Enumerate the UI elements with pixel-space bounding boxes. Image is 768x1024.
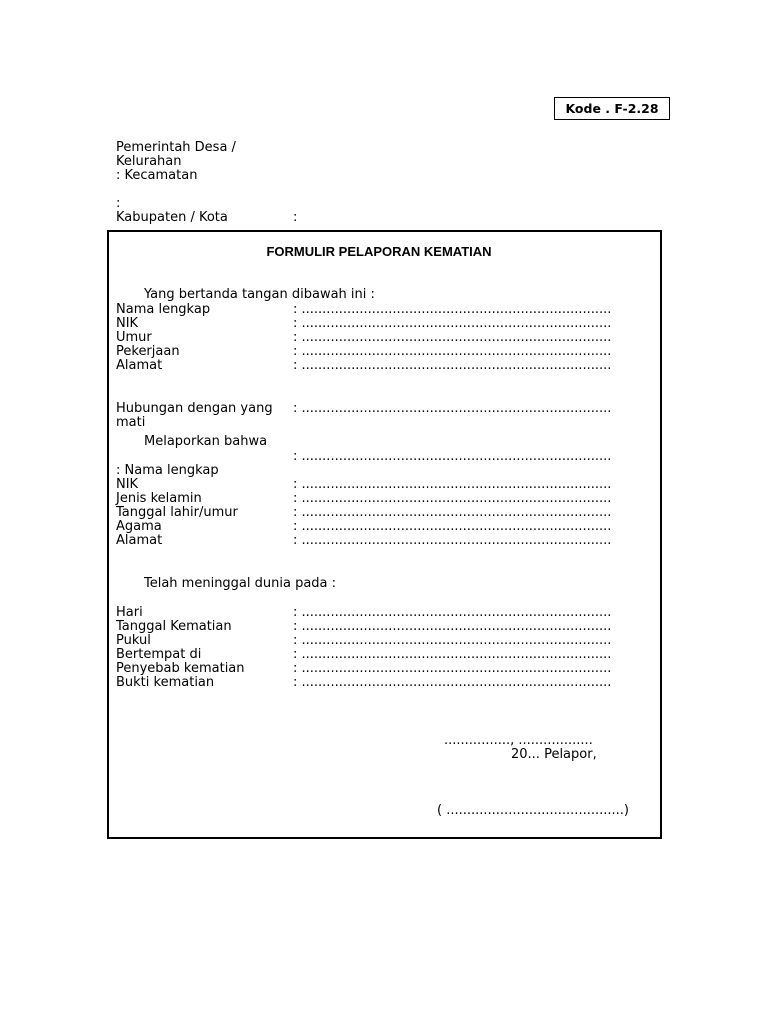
- field-label: Pekerjaan: [116, 344, 180, 359]
- report-intro: Melaporkan bahwa: [144, 434, 268, 449]
- header-desa: Pemerintah Desa /: [116, 140, 236, 155]
- field-label: Umur: [116, 330, 152, 345]
- header-kelurahan: Kelurahan: [116, 154, 182, 169]
- relation-label-cont: mati: [116, 415, 146, 430]
- field-label: Alamat: [116, 533, 163, 548]
- field-label: Nama lengkap: [116, 302, 211, 317]
- relation-input-line[interactable]: : ...........................................................................: [293, 401, 612, 416]
- header-kabupaten-colon: :: [293, 210, 298, 225]
- field-input-line[interactable]: : ...........................................................................: [293, 302, 612, 317]
- field-input-line[interactable]: : ...........................................................................: [293, 533, 612, 548]
- death-intro: Telah meninggal dunia pada :: [144, 576, 337, 591]
- field-label: Jenis kelamin: [116, 491, 202, 506]
- field-label: Tanggal lahir/umur: [116, 505, 238, 520]
- header-kecamatan: : Kecamatan: [116, 168, 198, 183]
- deceased-name-input-line[interactable]: : ...........................................................................: [293, 449, 612, 464]
- field-label: Alamat: [116, 358, 163, 373]
- header-colon: :: [116, 196, 121, 211]
- header-kabupaten-label: Kabupaten / Kota: [116, 210, 228, 225]
- field-label: NIK: [116, 316, 139, 331]
- field-label: Hari: [116, 605, 143, 620]
- field-input-line[interactable]: : ...........................................................................: [293, 316, 612, 331]
- reporter-caption: 20... Pelapor,: [511, 747, 597, 762]
- field-input-line[interactable]: : ...........................................................................: [293, 330, 612, 345]
- reporter-intro: Yang bertanda tangan dibawah ini :: [144, 287, 375, 302]
- field-input-line[interactable]: : ...........................................................................: [293, 605, 612, 620]
- field-label: Bukti kematian: [116, 675, 215, 690]
- field-label: Pukul: [116, 633, 151, 648]
- place-date-line[interactable]: ................, ..................: [444, 733, 593, 748]
- field-input-line[interactable]: : ...........................................................................: [293, 647, 612, 662]
- field-input-line[interactable]: : ...........................................................................: [293, 519, 612, 534]
- relation-label: Hubungan dengan yang: [116, 401, 273, 416]
- deceased-name-label: : Nama lengkap: [116, 463, 219, 478]
- field-label: Penyebab kematian: [116, 661, 245, 676]
- field-input-line[interactable]: : ...........................................................................: [293, 477, 612, 492]
- field-input-line[interactable]: : ...........................................................................: [293, 505, 612, 520]
- field-label: Tanggal Kematian: [116, 619, 232, 634]
- signature-line[interactable]: ( ...........................................): [437, 803, 629, 818]
- field-input-line[interactable]: : ...........................................................................: [293, 358, 612, 373]
- field-input-line[interactable]: : ...........................................................................: [293, 619, 612, 634]
- form-code-box: Kode . F-2.28: [554, 97, 670, 120]
- field-input-line[interactable]: : ...........................................................................: [293, 675, 612, 690]
- field-input-line[interactable]: : ...........................................................................: [293, 661, 612, 676]
- field-input-line[interactable]: : ...........................................................................: [293, 344, 612, 359]
- field-label: Bertempat di: [116, 647, 202, 662]
- field-label: NIK: [116, 477, 139, 492]
- field-input-line[interactable]: : ...........................................................................: [293, 491, 612, 506]
- field-input-line[interactable]: : ...........................................................................: [293, 633, 612, 648]
- form-title: FORMULIR PELAPORAN KEMATIAN: [266, 244, 492, 259]
- field-label: Agama: [116, 519, 162, 534]
